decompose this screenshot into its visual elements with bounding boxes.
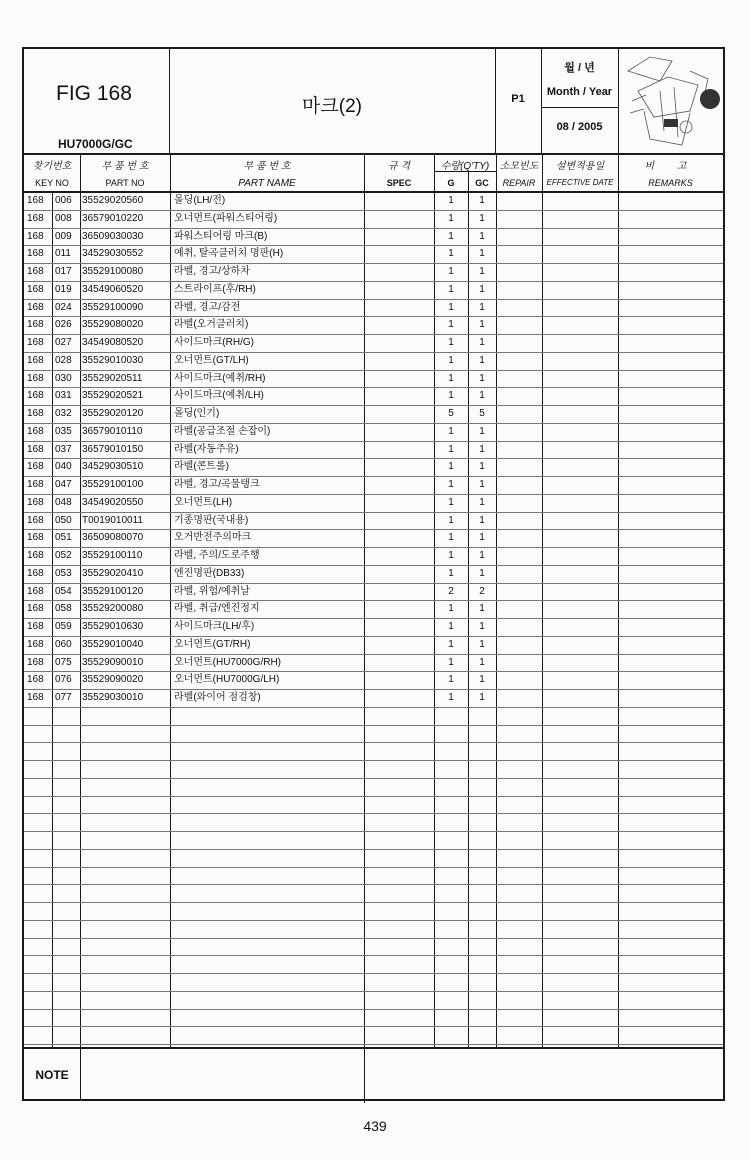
- qty-g-cell: 5: [448, 408, 454, 419]
- qty-g-cell: 1: [448, 479, 454, 490]
- qty-gc-cell: 1: [479, 301, 485, 313]
- fig-number-cell: 168: [27, 585, 44, 597]
- table-row: [24, 513, 723, 531]
- qty-gc-cell: 1: [479, 496, 485, 508]
- qty-g-cell: 1: [448, 195, 454, 206]
- key-number-cell: 051: [55, 532, 72, 544]
- revision-date: 08 / 2005: [556, 121, 603, 133]
- fig-number-cell: 168: [27, 372, 44, 384]
- part-name-cell: 몰딩(LH/전): [174, 195, 226, 206]
- fig-number-cell: 168: [27, 621, 44, 632]
- part-name-cell: 스트라이프(후/RH): [174, 283, 256, 295]
- blank-row: [24, 779, 723, 797]
- part-name-cell: 사이드마크(RH/G): [174, 337, 254, 348]
- blank-row: [24, 743, 723, 761]
- key-number-cell: 053: [55, 567, 72, 579]
- fig-number-cell: 168: [27, 283, 44, 295]
- part-number-cell: 34529030510: [82, 461, 144, 473]
- fig-number-cell: 168: [27, 496, 44, 508]
- qty-gc-cell: 1: [479, 674, 485, 686]
- table-row: [24, 335, 723, 353]
- key-number-cell: 054: [55, 585, 72, 597]
- part-number-cell: 36509030030: [82, 230, 144, 242]
- qty-g-cell: 1: [448, 692, 454, 703]
- qty-g-cell: 1: [448, 337, 454, 348]
- qty-gc-cell: 1: [479, 319, 485, 331]
- key-number-cell: 037: [55, 443, 72, 455]
- fig-number-cell: 168: [27, 248, 44, 260]
- qty-g-cell: 1: [448, 603, 454, 615]
- part-name-cell: 라벨(콘트롤): [174, 461, 229, 473]
- spec-header-en: SPEC: [386, 178, 412, 188]
- figure-label: FIG 168: [56, 82, 132, 105]
- part-name-cell: 라벨, 주의/도로주행: [174, 550, 260, 561]
- qty-gc-cell: 1: [479, 461, 485, 473]
- table-row: [24, 442, 723, 460]
- part-number-cell: 36509080070: [82, 532, 144, 544]
- remarks-header-kr: 비 고: [644, 161, 697, 172]
- part-number-cell: 34549060520: [82, 283, 144, 295]
- table-row: [24, 229, 723, 247]
- key-number-cell: 030: [55, 372, 72, 384]
- qty-gc-header: GC: [475, 178, 489, 188]
- parts-list-sheet: [22, 47, 725, 1101]
- part-name-cell: 오거반전주의마크: [174, 532, 252, 544]
- table-row: [24, 353, 723, 371]
- table-row: [24, 548, 723, 566]
- part-name-cell: 오너먼트(파워스티어링): [174, 212, 278, 224]
- qty-g-cell: 1: [448, 301, 454, 313]
- part-name-cell: 오너먼트(LH): [174, 496, 233, 508]
- part-number-cell: 36579010220: [82, 212, 144, 224]
- part-number-cell: 35529020511: [82, 372, 143, 384]
- fig-number-cell: 168: [27, 532, 44, 544]
- part-number-cell: 35529100090: [82, 301, 144, 313]
- key-number-cell: 009: [55, 230, 72, 242]
- blank-row: [24, 814, 723, 832]
- key-number-cell: 075: [55, 656, 72, 668]
- blank-row: [24, 1027, 723, 1045]
- part-number-cell: 35529090020: [82, 674, 144, 686]
- blank-row: [24, 1010, 723, 1028]
- qty-gc-cell: 1: [479, 337, 485, 348]
- table-row: [24, 637, 723, 655]
- part-number-cell: 35529020521: [82, 390, 144, 402]
- part-number-cell: 35529100110: [82, 550, 143, 561]
- fig-number-cell: 168: [27, 514, 44, 526]
- part-name-cell: 라벨(공급조절 손잡이): [174, 425, 271, 437]
- key-number-cell: 008: [55, 212, 72, 224]
- table-row: [24, 300, 723, 318]
- part-name-cell: 오너먼트(HU7000G/RH): [174, 656, 281, 668]
- qty-gc-cell: 1: [479, 443, 485, 455]
- table-row: [24, 477, 723, 495]
- qty-g-cell: 1: [448, 443, 454, 455]
- part-no-header-en: PART NO: [105, 178, 145, 188]
- part-number-cell: 35529020120: [82, 408, 144, 419]
- qty-g-header: G: [447, 178, 455, 188]
- remarks-header-en: REMARKS: [648, 178, 693, 188]
- note-label: NOTE: [35, 1068, 69, 1082]
- header-divider: [541, 107, 618, 108]
- key-number-cell: 035: [55, 425, 72, 437]
- part-name-cell: 라벨, 경고/곡물탱크: [174, 479, 260, 490]
- qty-gc-cell: 1: [479, 248, 485, 260]
- key-no-header-kr: 찾기번호: [32, 161, 72, 172]
- qty-gc-cell: 1: [479, 514, 485, 526]
- blank-row: [24, 726, 723, 744]
- blank-row: [24, 708, 723, 726]
- key-number-cell: 019: [55, 283, 72, 295]
- fig-number-cell: 168: [27, 603, 44, 615]
- part-name-cell: 사이드마크(LH/후): [174, 621, 255, 632]
- key-number-cell: 024: [55, 301, 72, 313]
- qty-g-cell: 1: [448, 372, 454, 384]
- qty-g-cell: 1: [448, 390, 454, 402]
- part-name-cell: 오너먼트(HU7000G/LH): [174, 674, 280, 686]
- qty-gc-cell: 5: [479, 408, 485, 419]
- qty-g-cell: 1: [448, 248, 454, 260]
- fig-number-cell: 168: [27, 638, 44, 650]
- qty-gc-cell: 1: [479, 195, 485, 206]
- part-name-cell: 라벨, 취급/엔진정지: [174, 603, 260, 615]
- fig-number-cell: 168: [27, 550, 44, 561]
- part-name-header-en: PART NAME: [238, 178, 296, 189]
- fig-number-cell: 168: [27, 212, 44, 224]
- fig-number-cell: 168: [27, 692, 44, 703]
- key-number-cell: 011: [55, 248, 71, 260]
- qty-gc-cell: 1: [479, 532, 485, 544]
- key-number-cell: 017: [55, 266, 72, 277]
- part-name-cell: 라벨, 경고/감전: [174, 301, 241, 313]
- month-year-kr: 월 / 년: [564, 62, 595, 74]
- qty-g-cell: 1: [448, 514, 454, 526]
- fig-number-cell: 168: [27, 354, 44, 366]
- qty-g-cell: 1: [448, 461, 454, 473]
- table-row: [24, 246, 723, 264]
- qty-gc-cell: 1: [479, 550, 485, 561]
- part-name-cell: 몰딩(인기): [174, 408, 220, 419]
- part-name-cell: 라벨(자동주유): [174, 443, 239, 455]
- part-number-cell: 35529080020: [82, 319, 144, 331]
- qty-gc-cell: 1: [479, 656, 485, 668]
- fig-number-cell: 168: [27, 408, 44, 419]
- repair-header-en: REPAIR: [502, 178, 536, 188]
- table-row: [24, 530, 723, 548]
- table-row: [24, 690, 723, 708]
- table-row: [24, 584, 723, 602]
- part-number-cell: 35529030010: [82, 692, 144, 703]
- part-number-cell: 35529100100: [82, 479, 144, 490]
- qty-g-cell: 1: [448, 354, 454, 366]
- key-number-cell: 076: [55, 674, 72, 686]
- machine-illustration: [620, 51, 724, 151]
- qty-gc-cell: 1: [479, 425, 485, 437]
- part-number-cell: 35529200080: [82, 603, 144, 615]
- table-row: [24, 566, 723, 584]
- blank-row: [24, 832, 723, 850]
- part-number-cell: 35529100080: [82, 266, 144, 277]
- key-number-cell: 060: [55, 638, 72, 650]
- header-divider: [618, 49, 619, 153]
- blank-row: [24, 956, 723, 974]
- fig-number-cell: 168: [27, 425, 44, 437]
- fig-number-cell: 168: [27, 390, 44, 402]
- qty-g-cell: 1: [448, 283, 454, 295]
- qty-g-cell: 1: [448, 266, 454, 277]
- qty-g-cell: 1: [448, 496, 454, 508]
- qty-g-cell: 1: [448, 638, 454, 650]
- part-number-cell: 34549080520: [82, 337, 144, 348]
- part-name-cell: 예취, 탈곡클러치 명판(H): [174, 248, 284, 260]
- qty-gc-cell: 1: [479, 283, 485, 295]
- fig-number-cell: 168: [27, 461, 44, 473]
- part-name-cell: 라벨(와이어 점검창): [174, 692, 261, 703]
- key-number-cell: 052: [55, 550, 72, 561]
- blank-row: [24, 850, 723, 868]
- qty-g-cell: 1: [448, 567, 454, 579]
- table-row: [24, 655, 723, 673]
- table-row: [24, 193, 723, 211]
- note-divider: [80, 1047, 81, 1099]
- table-row: [24, 406, 723, 424]
- part-number-cell: 35529010630: [82, 621, 144, 632]
- part-number-cell: 35529020560: [82, 195, 144, 206]
- fig-number-cell: 168: [27, 479, 44, 490]
- table-row: [24, 424, 723, 442]
- qty-gc-cell: 1: [479, 372, 485, 384]
- page-number: 439: [363, 1118, 387, 1134]
- part-number-cell: 36579010150: [82, 443, 144, 455]
- qty-g-cell: 2: [448, 585, 454, 597]
- key-number-cell: 006: [55, 195, 72, 206]
- qty-g-cell: 1: [448, 656, 454, 668]
- key-number-cell: 031: [55, 390, 72, 402]
- qty-g-cell: 1: [448, 230, 454, 242]
- table-row: [24, 317, 723, 335]
- page-code: P1: [511, 93, 525, 105]
- qty-gc-cell: 1: [479, 354, 485, 366]
- blank-row: [24, 885, 723, 903]
- key-number-cell: 058: [55, 603, 72, 615]
- key-no-header-en: KEY NO: [35, 178, 69, 188]
- part-name-cell: 사이드마크(예취/RH): [174, 372, 266, 384]
- part-number-cell: 35529010040: [82, 638, 144, 650]
- blank-row: [24, 761, 723, 779]
- qty-g-cell: 1: [448, 532, 454, 544]
- fig-number-cell: 168: [27, 443, 44, 455]
- key-number-cell: 047: [55, 479, 72, 490]
- key-number-cell: 028: [55, 354, 72, 366]
- qty-gc-cell: 1: [479, 230, 485, 242]
- table-row: [24, 371, 723, 389]
- blank-row: [24, 974, 723, 992]
- fig-number-cell: 168: [27, 337, 44, 348]
- key-number-cell: 026: [55, 319, 72, 331]
- blank-row: [24, 921, 723, 939]
- part-name-header-kr: 부 품 번 호: [243, 161, 291, 172]
- part-name-cell: 파워스티어링 마크(B): [174, 230, 268, 242]
- part-name-cell: 라벨(오거클러치): [174, 319, 249, 331]
- part-name-cell: 오너먼트(GT/LH): [174, 354, 249, 366]
- qty-gc-cell: 1: [479, 212, 485, 224]
- table-row: [24, 601, 723, 619]
- effective-date-header-kr: 설변적용일: [555, 161, 605, 172]
- table-row: [24, 282, 723, 300]
- fig-number-cell: 168: [27, 319, 44, 331]
- part-number-cell: 35529020410: [82, 567, 144, 579]
- effective-date-header-en: EFFECTIVE DATE: [546, 178, 614, 187]
- fig-number-cell: 168: [27, 567, 44, 579]
- part-number-cell: 35529090010: [82, 656, 144, 668]
- part-number-cell: 34549020550: [82, 496, 144, 508]
- qty-g-cell: 1: [448, 212, 454, 224]
- fig-number-cell: 168: [27, 674, 44, 686]
- qty-header: 수량(Q'TY): [440, 161, 490, 172]
- fig-number-cell: 168: [27, 195, 44, 206]
- qty-gc-cell: 1: [479, 692, 485, 703]
- qty-gc-cell: 1: [479, 603, 485, 615]
- fig-number-cell: 168: [27, 266, 44, 277]
- qty-gc-cell: 1: [479, 266, 485, 277]
- table-row: [24, 264, 723, 282]
- part-number-cell: 36579010110: [82, 425, 143, 437]
- part-no-header-kr: 부 품 번 호: [101, 161, 149, 172]
- part-name-cell: 라벨, 위험/예취날: [174, 585, 250, 597]
- table-row: [24, 672, 723, 690]
- part-name-cell: 엔진명판(DB33): [174, 567, 245, 579]
- qty-g-cell: 1: [448, 319, 454, 331]
- key-number-cell: 032: [55, 408, 72, 419]
- qty-g-cell: 1: [448, 621, 454, 632]
- blank-row: [24, 868, 723, 886]
- blank-row: [24, 903, 723, 921]
- key-number-cell: 040: [55, 461, 72, 473]
- month-year-en: Month / Year: [546, 86, 613, 98]
- qty-gc-cell: 1: [479, 567, 485, 579]
- table-row: [24, 388, 723, 406]
- repair-header-kr: 소모빈도: [499, 161, 539, 172]
- part-name-cell: 오너먼트(GT/RH): [174, 638, 251, 650]
- part-number-cell: 35529010030: [82, 354, 144, 366]
- blank-row: [24, 939, 723, 957]
- table-row: [24, 459, 723, 477]
- qty-gc-cell: 1: [479, 638, 485, 650]
- blank-row: [24, 992, 723, 1010]
- part-number-cell: T0019010011: [82, 514, 143, 526]
- part-name-cell: 기종명판(국내용): [174, 514, 249, 526]
- key-number-cell: 077: [55, 692, 72, 703]
- qty-gc-cell: 1: [479, 390, 485, 402]
- fig-number-cell: 168: [27, 230, 44, 242]
- fig-number-cell: 168: [27, 656, 44, 668]
- qty-gc-cell: 1: [479, 479, 485, 490]
- qty-g-cell: 1: [448, 425, 454, 437]
- note-top-rule: [24, 1047, 723, 1049]
- qty-g-cell: 1: [448, 550, 454, 561]
- table-row: [24, 619, 723, 637]
- part-number-cell: 34529030552: [82, 248, 144, 260]
- key-number-cell: 059: [55, 621, 72, 632]
- fig-number-cell: 168: [27, 301, 44, 313]
- spec-header-kr: 규 격: [387, 161, 411, 172]
- qty-gc-cell: 2: [479, 585, 485, 597]
- part-name-cell: 사이드마크(예취/LH): [174, 390, 264, 402]
- part-name-cell: 라벨, 경고/상하차: [174, 266, 250, 277]
- parts-table-body: [24, 193, 723, 1045]
- key-number-cell: 027: [55, 337, 72, 348]
- key-number-cell: 048: [55, 496, 72, 508]
- blank-row: [24, 797, 723, 815]
- key-number-cell: 050: [55, 514, 72, 526]
- part-number-cell: 35529100120: [82, 585, 144, 597]
- table-row: [24, 211, 723, 229]
- qty-g-cell: 1: [448, 674, 454, 686]
- page-title: 마크(2): [302, 96, 362, 117]
- qty-gc-cell: 1: [479, 621, 485, 632]
- model-label: HU7000G/GC: [58, 137, 133, 151]
- table-row: [24, 495, 723, 513]
